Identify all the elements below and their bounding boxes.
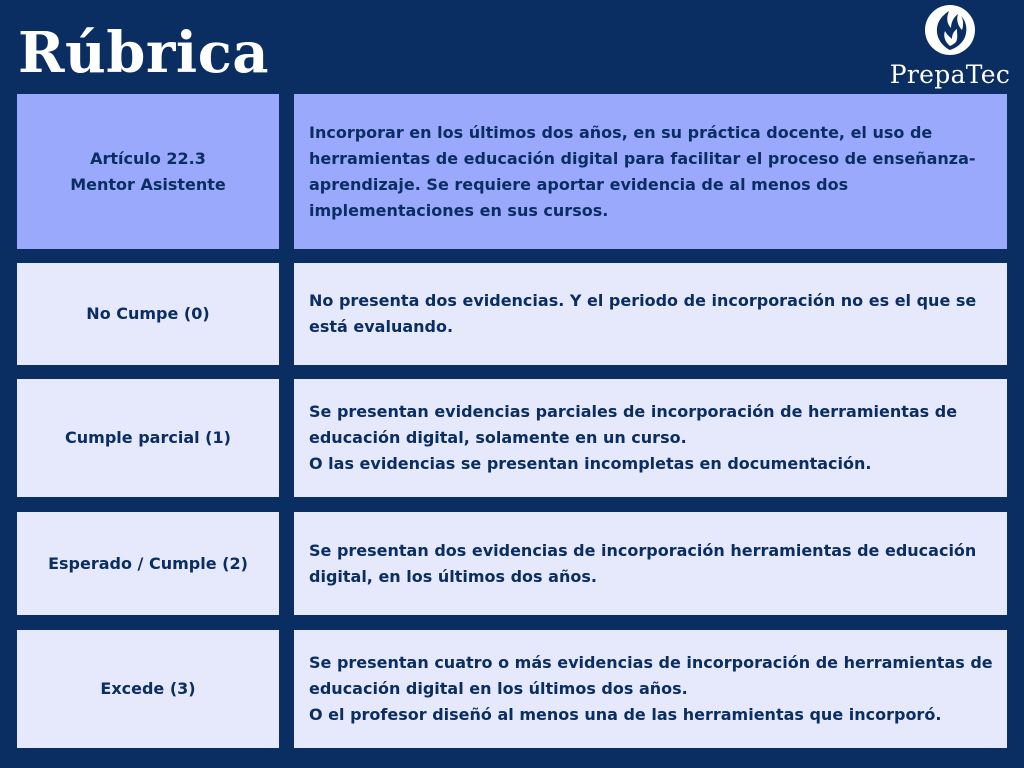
rubric-level-label: Cumple parcial (1) xyxy=(65,428,231,447)
rubric-description-cell xyxy=(294,630,1007,748)
rubric-level-cell xyxy=(17,512,279,615)
header-description-cell xyxy=(294,94,1007,249)
rubric-description-line: Se presentan evidencias parciales de incorporación de herramientas de educación digital, solamente en un curso. xyxy=(309,402,958,447)
rubric-level-label: Excede (3) xyxy=(100,679,196,698)
rubric-level-cell xyxy=(17,263,279,365)
rubric-description-line: Se presentan dos evidencias de incorporación herramientas de educación digital, en los últimos dos años. xyxy=(309,540,977,586)
rubric-level-cell xyxy=(17,630,279,748)
rubric-description-line: No presenta dos evidencias. Y el periodo de incorporación no es el que se está evaluando. xyxy=(309,291,977,336)
header-description: Incorporar en los últimos dos años, en su práctica docente, el uso de herramientas de educación digital para facilitar el proceso de enseñanza-aprendizaje. Se requiere aportar evidencia de al menos dos implementaciones en sus cursos. xyxy=(309,122,976,220)
logo-text: PrepaTec xyxy=(889,60,1011,89)
rubric-description-line: Se presentan cuatro o más evidencias de incorporación de herramientas de educación digital en los últimos dos años. xyxy=(309,653,993,698)
page-title: Rúbrica xyxy=(18,20,270,86)
rubric-description-line: O las evidencias se presentan incompletas en documentación. xyxy=(309,454,872,473)
header-article: Artículo 22.3 xyxy=(90,148,206,168)
rubric-description-cell xyxy=(294,512,1007,615)
rubric-level-label: Esperado / Cumple (2) xyxy=(48,553,248,573)
rubric-description-cell xyxy=(294,379,1007,497)
header-level-cell xyxy=(17,94,279,249)
rubric-description-line: O el profesor diseñó al menos una de las herramientas que incorporó. xyxy=(309,705,942,724)
rubric-level-label: No Cumpe (0) xyxy=(86,304,210,323)
torch-flame-logo-icon xyxy=(924,4,976,56)
header-role: Mentor Asistente xyxy=(70,174,226,194)
rubric-description-cell xyxy=(294,263,1007,365)
prepatec-logo xyxy=(888,4,1012,94)
rubric-level-cell xyxy=(17,379,279,497)
